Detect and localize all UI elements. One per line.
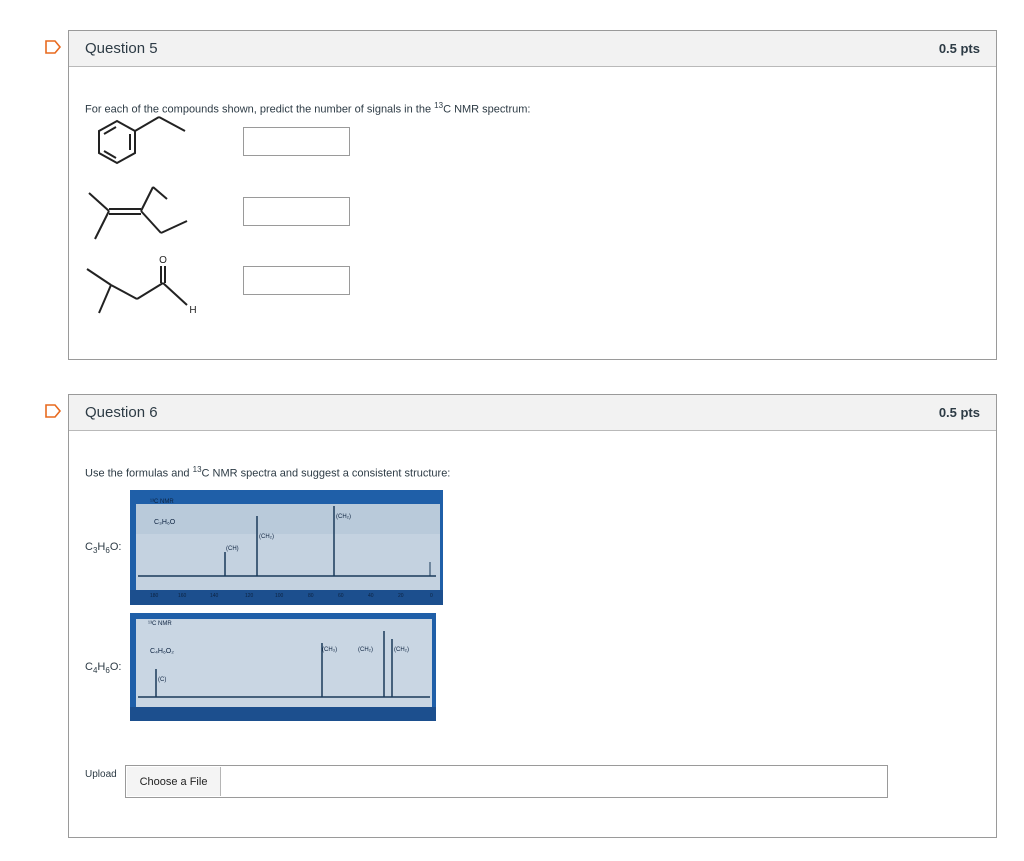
answer-input-1[interactable]: [243, 127, 350, 156]
spectrum-1-tick: 20: [398, 593, 404, 599]
spectrum-1-tick: 120: [245, 593, 254, 599]
spectrum-1-tick: 60: [338, 593, 344, 599]
spectrum-1-tick: 0: [430, 593, 433, 599]
question-6-card: [68, 394, 997, 838]
nmr-spectrum-image-2: [130, 613, 436, 721]
spectrum-2-peak-label: (CH₂): [394, 647, 409, 653]
flag-question-icon[interactable]: [44, 404, 62, 418]
spectrum-1-tick: 160: [178, 593, 187, 599]
spectrum-1-peak-label: (CH): [226, 546, 239, 552]
answer-input-2[interactable]: [243, 197, 350, 226]
spectrum-1-header: ¹³C NMR: [150, 499, 174, 505]
spectrum-1-peak-label: (CH₂): [336, 514, 351, 520]
spectrum-1-formula: C₃H₆O: [154, 519, 176, 526]
spectrum-1-tick: 100: [275, 593, 284, 599]
oxygen-atom-label: O: [159, 255, 167, 266]
formula-label-1: $C_3H_6O$:: [85, 541, 122, 556]
flag-question-icon[interactable]: [44, 40, 62, 54]
upload-label: Upload: [85, 769, 117, 780]
molecule-ethylbenzene: [83, 115, 193, 177]
spectrum-2-peak-label: (CH₂): [358, 647, 373, 653]
question-5-header: [69, 31, 996, 67]
spectrum-2-header: ¹³C NMR: [148, 621, 172, 627]
formula-label-2: $C_4H_6O$:: [85, 661, 122, 676]
hydrogen-atom-label: H: [189, 305, 197, 316]
spectrum-1-tick: 180: [150, 593, 159, 599]
question-6-points: 0.5 pts: [938, 405, 980, 420]
answer-input-3[interactable]: [243, 266, 350, 295]
question-5-title: Question 5: [85, 40, 158, 57]
question-6-header: [69, 395, 996, 431]
spectrum-1-tick: 40: [368, 593, 374, 599]
molecule-aldehyde: [83, 253, 203, 317]
choose-file-button[interactable]: Choose a File: [127, 767, 221, 796]
spectrum-1-tick: 140: [210, 593, 219, 599]
question-5-card: [68, 30, 997, 360]
question-6-prompt: Use the formulas and $^{13}$C NMR spectra and suggest a consistent structure:: [85, 465, 451, 480]
spectrum-1-tick: 80: [308, 593, 314, 599]
molecule-alkene: [83, 183, 193, 245]
spectrum-1-peak-label: (CH₂): [259, 534, 274, 540]
spectrum-2-formula: C₄H₆O₂: [150, 648, 174, 655]
question-5-prompt: For each of the compounds shown, predict the number of signals in the $^{13}$C NMR spectrum:: [85, 101, 531, 116]
question-6-title: Question 6: [85, 404, 158, 421]
file-upload-field[interactable]: [125, 765, 888, 798]
nmr-spectrum-image-1: [130, 490, 443, 605]
spectrum-2-peak-label: (CH₃): [322, 647, 338, 653]
spectrum-2-peak-label: (C): [158, 677, 167, 683]
question-5-points: 0.5 pts: [938, 41, 980, 56]
